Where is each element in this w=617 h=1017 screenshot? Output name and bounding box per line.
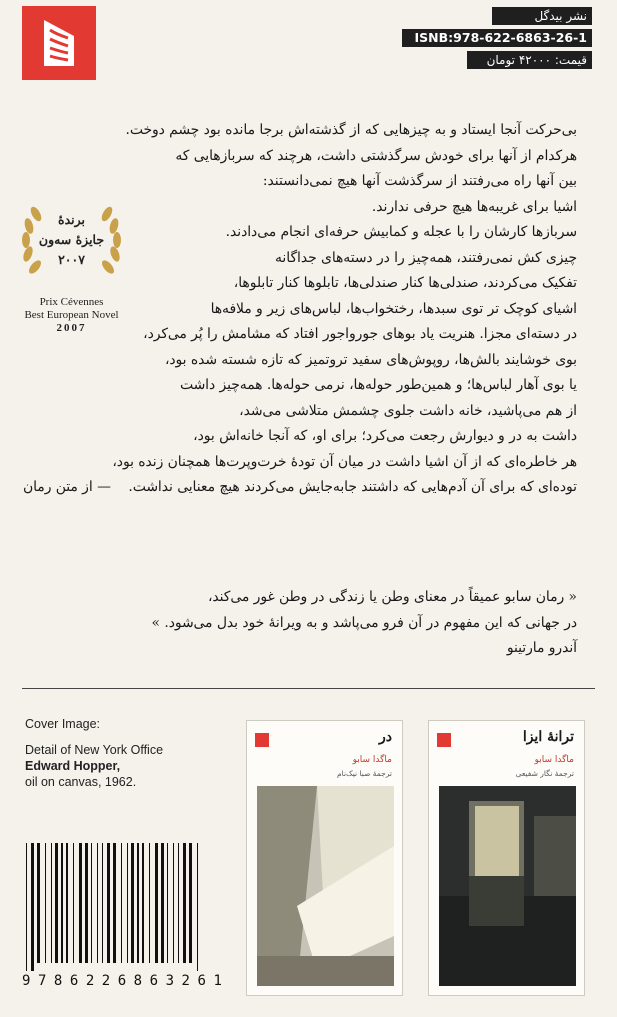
- excerpt-line: بین آنها راه می‌رفتند از سرگذشت آنها هیچ نمی‌دانستند:: [262, 173, 577, 189]
- book-translator: ترجمهٔ نگار شفیعی: [515, 769, 574, 778]
- award-category-en: Best European Novel: [24, 309, 119, 321]
- barcode-bar: [189, 843, 192, 963]
- barcode-digit: 8: [53, 973, 63, 989]
- barcode-bar: [107, 843, 110, 963]
- isbn-barcode: [22, 843, 222, 993]
- excerpt-line: هر خاطره‌ای که از آن اشیا داشت در میان آن تودهٔ خرت‌وپرت‌ها همچنان زنده بود،: [112, 453, 577, 470]
- award-line-1: برندهٔ: [58, 212, 85, 227]
- barcode-bar: [178, 843, 179, 963]
- barcode-bar: [149, 843, 150, 963]
- quote-author: آندرو مارتینو: [506, 640, 577, 656]
- book-title: در: [379, 729, 392, 745]
- barcode-bar: [137, 843, 139, 963]
- credit-line-1: Detail of New York Office: [25, 743, 164, 757]
- award-year-fa: ۲۰۰۷: [58, 252, 85, 267]
- excerpt-line: سربازها کارشان را با عجله و کمابیش حرفه‌ای انجام می‌دادند.: [225, 224, 577, 240]
- excerpt-line: اشیای کوچک تر توی سبدها، رختخواب‌ها، لباس‌های زیر و ملافه‌ها: [210, 300, 577, 317]
- book-title: ترانهٔ ایزا: [522, 729, 574, 745]
- excerpt-line: از هم می‌پاشید، خانه داشت جلوی چشمش متلاشی می‌شد،: [239, 402, 577, 419]
- book-translator: ترجمهٔ صبا نیک‌نام: [337, 769, 392, 778]
- barcode-bar: [31, 843, 34, 971]
- credit-line-2: Edward Hopper,: [25, 759, 121, 773]
- book-author: ماگدا سابو: [352, 755, 392, 765]
- award-line-2: جایزهٔ سه‌ون: [38, 232, 105, 247]
- review-quote: [57, 585, 577, 662]
- award-name-en: Prix Cévennes: [39, 296, 104, 308]
- quote-line: در جهانی که این مفهوم در آن فرو می‌پاشد و به ویرانهٔ خود بدل می‌شود. »: [151, 614, 577, 631]
- excerpt-line: بوی خوشایند بالش‌ها، روپوش‌های سفید تروتمیز که تازه شسته شده بود،: [164, 351, 577, 368]
- excerpt-line: [22, 475, 577, 501]
- barcode-bar: [197, 843, 198, 971]
- barcode-bar: [183, 843, 186, 963]
- book-author: ماگدا سابو: [534, 755, 574, 765]
- barcode-digit: 6: [149, 973, 159, 989]
- barcode-digit: 6: [69, 973, 79, 989]
- quote-line: « رمان سابو عمیقاً در معنای وطن یا زندگی در وطن غور می‌کند،: [207, 589, 577, 605]
- barcode-bar: [91, 843, 92, 963]
- barcode-bar: [97, 843, 98, 963]
- isbn-label: ISNB:978-622-6863-26-1: [402, 29, 592, 47]
- related-book-card[interactable]: [246, 720, 403, 996]
- barcode-digit: 2: [85, 973, 95, 989]
- barcode-bar: [121, 843, 122, 963]
- related-book-card[interactable]: [428, 720, 585, 996]
- award-year-en: 2007: [56, 322, 87, 334]
- barcode-bar: [161, 843, 164, 963]
- excerpt-source: — از متن رمان: [22, 479, 111, 495]
- credit-line-3: oil on canvas, 1962.: [25, 775, 137, 789]
- excerpt-last-line: توده‌ای که برای آن آدم‌هایی که داشتند جابه‌جایش می‌کردند هیچ معنایی نداشت.: [128, 479, 577, 495]
- excerpt-line: در دسته‌ای مجزا. هنریت یاد بوهای جوروا‌جور افتاد که مشامش را پُر می‌کرد،: [143, 326, 577, 342]
- barcode-bar: [37, 843, 40, 963]
- barcode-bar: [102, 843, 103, 963]
- barcode-bar: [55, 843, 58, 963]
- barcode-digits: [22, 973, 222, 989]
- barcode-bar: [131, 843, 134, 963]
- barcode-digit: 2: [181, 973, 190, 989]
- publisher-logo-icon: [22, 6, 96, 80]
- credit-heading: Cover Image:: [25, 717, 101, 731]
- barcode-bar: [142, 843, 144, 963]
- barcode-digit: 8: [133, 973, 143, 989]
- section-divider: [22, 688, 595, 689]
- price-label: قیمت: ۴۲۰۰۰ تومان: [467, 51, 592, 69]
- book-cover-art: [439, 786, 576, 986]
- publisher-name: نشر بیدگل: [492, 7, 592, 25]
- barcode-bar: [51, 843, 52, 963]
- barcode-digit: 7: [37, 973, 47, 989]
- barcode-bar: [66, 843, 68, 963]
- barcode-digit: 3: [165, 973, 175, 989]
- excerpt-line: تفکیک می‌کردند، صندلی‌ها کنار صندلی‌ها، تابلوها کنار تابلوها،: [233, 275, 577, 291]
- barcode-digit: 9: [22, 973, 31, 989]
- publisher-logo: [22, 6, 96, 80]
- barcode-bar: [127, 843, 128, 963]
- barcode-bars: [22, 843, 222, 971]
- cover-image-credit: [25, 716, 163, 790]
- barcode-bar: [167, 843, 168, 963]
- barcode-digit: 6: [197, 973, 206, 989]
- excerpt-line: داشت به در و دیوارش رجعت می‌کرد؛ برای او، که آنجا خانه‌اش بود،: [193, 428, 577, 444]
- book-publisher-logo-icon: [255, 733, 269, 747]
- excerpt-line: بی‌حرکت آنجا ایستاد و به چیزهایی که از گذشته‌اش برجا مانده بود چشم دوخت.: [125, 122, 577, 138]
- excerpt-line: یا بوی آهار لباس‌ها؛ و همین‌طور حوله‌ها، نرمی حوله‌ها. همه‌چیز داشت: [180, 377, 577, 393]
- barcode-bar: [79, 843, 82, 963]
- barcode-bar: [26, 843, 27, 971]
- publisher-info: [382, 7, 592, 73]
- barcode-bar: [173, 843, 174, 963]
- barcode-digit: 6: [117, 973, 127, 989]
- book-cover-art: [257, 786, 394, 986]
- barcode-bar: [45, 843, 46, 963]
- barcode-bar: [61, 843, 63, 963]
- barcode-digit: 2: [101, 973, 111, 989]
- excerpt-line: اشیا برای غریبه‌ها هیچ حرفی ندارند.: [371, 198, 577, 215]
- excerpt-line: هرکدام از آنها برای خودش سرگذشتی داشت، هرچند که سربازهایی که: [175, 147, 577, 164]
- barcode-digit: 1: [213, 973, 222, 989]
- excerpt-line: چیزی کش نمی‌رفتند، همه‌چیز را در دسته‌های جداگانه: [275, 249, 577, 266]
- barcode-bar: [85, 843, 88, 963]
- barcode-bar: [155, 843, 158, 963]
- barcode-bar: [113, 843, 116, 963]
- book-publisher-logo-icon: [437, 733, 451, 747]
- barcode-bar: [73, 843, 74, 963]
